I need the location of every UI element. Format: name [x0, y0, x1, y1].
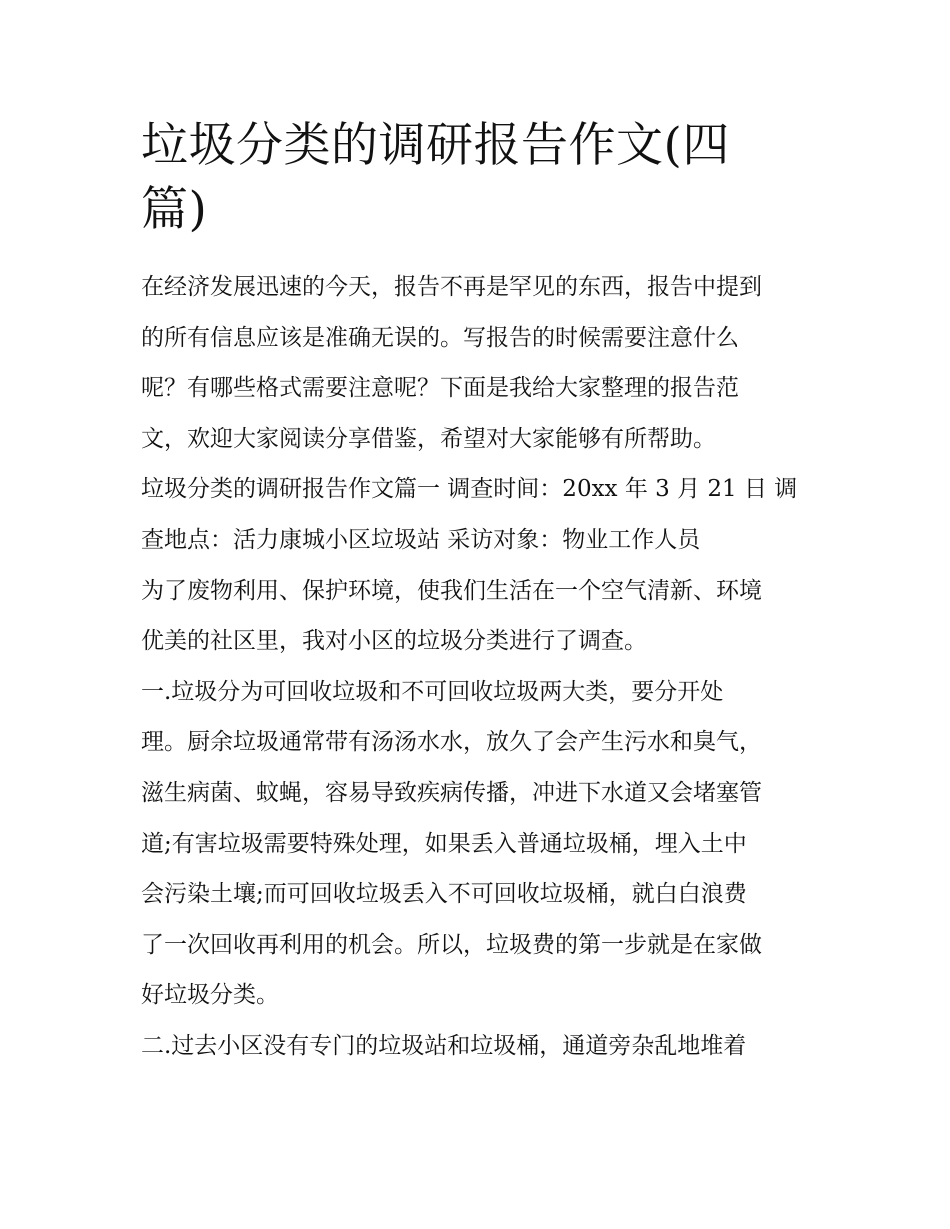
- section-two-paragraph: [141, 1021, 813, 1072]
- title-line: 篇): [141, 182, 208, 237]
- text-line: 一.垃圾分为可回收垃圾和不可回收垃圾两大类，要分开处: [141, 678, 724, 705]
- text-line: 了一次回收再利用的机会。所以，垃圾费的第一步就是在家做: [141, 931, 762, 958]
- document-title: [141, 114, 813, 242]
- text-line: 二.过去小区没有专门的垃圾站和垃圾桶，通道旁杂乱地堆着: [141, 1032, 747, 1059]
- text-line: 的所有信息应该是准确无误的。写报告的时候需要注意什么: [141, 324, 739, 351]
- purpose-paragraph: [141, 566, 813, 667]
- text-line: 道;有害垃圾需要特殊处理，如果丢入普通垃圾桶，埋入土中: [141, 830, 747, 857]
- text-line: 文，欢迎大家阅读分享借鉴，希望对大家能够有所帮助。: [141, 425, 716, 452]
- section-one-paragraph: [141, 667, 813, 1021]
- text-line: 垃圾分类的调研报告作文篇一 调查时间：20xx 年 3 月 21 日 调: [141, 476, 798, 503]
- text-line: 会污染土壤;而可回收垃圾丢入不可回收垃圾桶，就白白浪费: [141, 881, 747, 908]
- document-body: [141, 114, 813, 1072]
- text-line: 好垃圾分类。: [141, 982, 279, 1009]
- text-line: 呢？有哪些格式需要注意呢？下面是我给大家整理的报告范: [141, 375, 739, 402]
- text-line: 为了废物利用、保护环境，使我们生活在一个空气清新、环境: [141, 577, 762, 604]
- text-line: 在经济发展迅速的今天，报告不再是罕见的东西，报告中提到: [141, 274, 762, 300]
- survey-info-paragraph: [141, 464, 813, 565]
- text-line: 优美的社区里，我对小区的垃圾分类进行了调查。: [141, 628, 647, 655]
- intro-paragraph: [141, 262, 813, 464]
- text-line: 查地点：活力康城小区垃圾站 采访对象：物业工作人员: [141, 526, 701, 553]
- text-line: 理。厨余垃圾通常带有汤汤水水，放久了会产生污水和臭气，: [141, 729, 762, 756]
- title-line: 垃圾分类的调研报告作文(四: [141, 118, 730, 173]
- text-line: 滋生病菌、蚊蝇，容易导致疾病传播，冲进下水道又会堵塞管: [141, 779, 762, 806]
